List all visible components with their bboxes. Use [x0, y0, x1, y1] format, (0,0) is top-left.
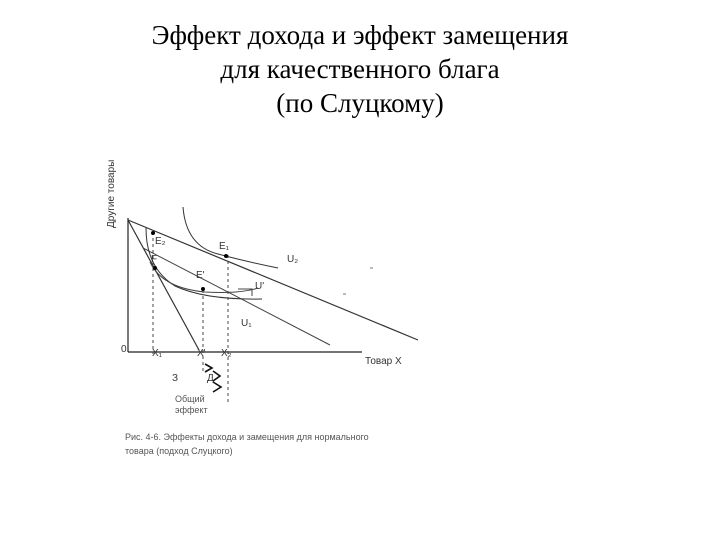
label-x1: X₁ [152, 348, 163, 359]
title-line-3: (по Слуцкому) [276, 88, 444, 118]
label-f: F [151, 254, 158, 265]
substitution-effect-bracket [205, 364, 212, 372]
label-x-prime: X' [197, 348, 206, 359]
label-e2: E₂ [155, 236, 166, 247]
label-u-prime: U' [255, 281, 265, 292]
y-axis-label: Другие товары [106, 159, 117, 228]
point-f [153, 266, 157, 270]
point-e2 [224, 254, 228, 258]
point-e-prime [201, 287, 205, 291]
x-axis-label: Товар X [365, 356, 402, 367]
title-line-1: Эффект дохода и эффект замещения [151, 20, 569, 50]
budget-line-compensated [143, 248, 330, 345]
label-u2: U₂ [287, 254, 299, 265]
label-e1: E₁ [219, 241, 230, 252]
total-effect-line-1: Общий [175, 394, 205, 404]
caption-line-1: Рис. 4-6. Эффекты дохода и замещения для нормального [125, 432, 369, 442]
point-e1 [151, 231, 155, 235]
total-effect-line-2: эффект [175, 405, 208, 415]
label-x2: X₂ [221, 348, 232, 359]
label-u1: U₁ [241, 318, 252, 329]
axis-origin: 0 [121, 344, 127, 355]
budget-line-new [128, 220, 418, 340]
indifference-curve-u2 [183, 207, 278, 268]
label-substitution: З [172, 373, 179, 384]
label-income: Д [207, 373, 214, 384]
label-e-prime: E' [196, 270, 205, 281]
income-effect-bracket [213, 371, 220, 381]
title-line-2: для качественного блага [220, 54, 500, 84]
total-effect-bracket [213, 382, 221, 392]
caption-line-2: товара (подход Слуцкого) [125, 446, 233, 456]
